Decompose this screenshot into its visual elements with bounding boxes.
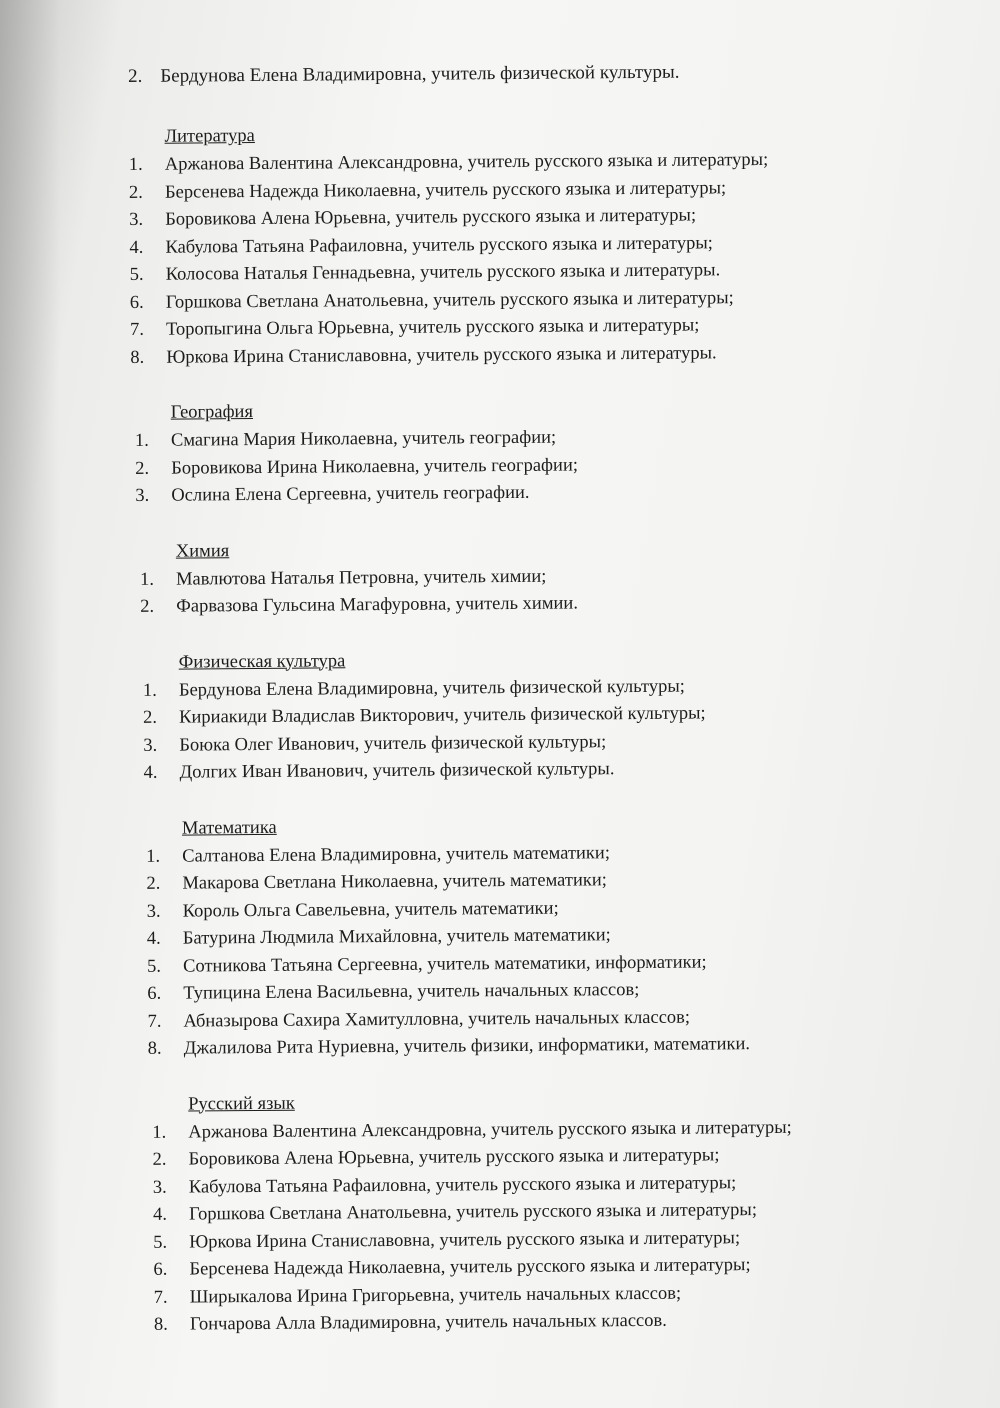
section — [140, 532, 953, 621]
section-list — [152, 1113, 958, 1339]
list-item-number: 1. — [146, 846, 161, 867]
list-item-number: 2. — [140, 596, 155, 617]
list-item-number: 1. — [128, 154, 143, 175]
section — [152, 1085, 958, 1339]
section — [146, 809, 956, 1063]
list-item — [148, 1030, 956, 1064]
list-item-text: Гончарова Алла Владимировна, учитель начальных классов. — [189, 1310, 667, 1335]
sections-container — [128, 118, 958, 1340]
list-item-number: 6. — [153, 1259, 168, 1280]
list-item — [140, 588, 952, 622]
list-item-text: Джалилова Рита Нуриевна, учитель физики, информатики, математики. — [183, 1034, 751, 1059]
list-item-text: Фарвазова Гульсина Магафуровна, учитель химии. — [176, 593, 579, 617]
list-item-text: Горшкова Светлана Анатольевна, учитель русского языка и литературы; — [188, 1200, 758, 1225]
section-list — [146, 837, 956, 1063]
list-item-text: Кабулова Татьяна Рафаиловна, учитель русского языка и литературы; — [188, 1172, 737, 1198]
section — [128, 118, 950, 372]
list-item-text: Колосова Наталья Геннадьевна, учитель русского языка и литературы. — [165, 260, 721, 285]
section — [135, 394, 952, 511]
section-title: Русский язык — [188, 1093, 295, 1115]
list-item-number: 6. — [129, 292, 144, 313]
list-item-text: Юркова Ирина Станиславовна, учитель русского языка и литературы; — [189, 1227, 741, 1253]
list-item-number: 1. — [142, 680, 157, 701]
list-item-text: Боровикова Алена Юрьевна, учитель русского языка и литературы; — [188, 1145, 720, 1170]
list-item-text: Кабулова Татьяна Рафаиловна, учитель русского языка и литературы; — [165, 232, 713, 258]
intro-line — [128, 58, 948, 90]
list-item-number: 3. — [143, 735, 158, 756]
list-item-text: Кириакиди Владислав Викторович, учитель физической культуры; — [179, 703, 706, 728]
list-item-text: Смагина Мария Николаевна, учитель географии; — [170, 427, 557, 451]
list-item-number: 5. — [153, 1232, 168, 1253]
section-title: Литература — [164, 126, 255, 147]
list-item-text: Берсенева Надежда Николаевна, учитель русского языка и литературы; — [189, 1255, 751, 1280]
section-title: Математика — [181, 817, 277, 839]
list-item-text: Долгих Иван Иванович, учитель физической культуры. — [179, 759, 615, 783]
list-item-text: Ослина Елена Сергеевна, учитель географии. — [171, 482, 530, 506]
list-item-number: 1. — [139, 569, 155, 590]
list-item-number: 2. — [152, 1149, 167, 1170]
list-item-number: 4. — [152, 1204, 167, 1225]
list-item-text: Макарова Светлана Николаевна, учитель математики; — [182, 870, 607, 894]
list-item-text: Ширыкалова Ирина Григорьевна, учитель начальных классов; — [189, 1283, 682, 1308]
list-item-number: 7. — [147, 1011, 162, 1032]
list-item-number: 3. — [152, 1177, 167, 1198]
list-item-number: 8. — [147, 1038, 162, 1059]
intro-number: 2. — [128, 65, 143, 87]
list-item-text: Боровикова Ирина Николаевна, учитель географии; — [171, 454, 579, 479]
list-item-number: 5. — [147, 956, 162, 977]
list-item-text: Горшкова Светлана Анатольевна, учитель русского языка и литературы; — [165, 287, 734, 313]
list-item — [143, 754, 953, 788]
list-item-text: Батурина Людмила Михайловна, учитель математики; — [182, 925, 611, 949]
list-item-number: 6. — [147, 983, 162, 1004]
list-item-text: Боюка Олег Иванович, учитель физической культуры; — [179, 731, 607, 756]
list-item-text: Король Ольга Савельевна, учитель математики; — [182, 898, 559, 922]
list-item-number: 3. — [135, 485, 150, 506]
section-list — [135, 422, 952, 511]
list-item-number: 8. — [130, 347, 145, 368]
section-title: Химия — [175, 540, 230, 562]
list-item — [154, 1306, 958, 1340]
section-list — [143, 671, 954, 787]
list-item-text: Бердунова Елена Владимировна, учитель физической культуры; — [178, 676, 685, 701]
list-item-text: Аржанова Валентина Александровна, учитель русского языка и литературы; — [188, 1117, 792, 1143]
section-list — [140, 560, 952, 621]
list-item-number: 2. — [143, 707, 158, 728]
list-item-text: Боровикова Алена Юрьевна, учитель русского языка и литературы; — [165, 205, 697, 230]
list-item-number: 5. — [129, 264, 144, 285]
document-content — [128, 58, 958, 1368]
list-item-number: 7. — [153, 1287, 168, 1308]
list-item-text: Салтанова Елена Владимировна, учитель математики; — [182, 842, 611, 867]
list-item-number: 4. — [143, 762, 158, 783]
list-item-text: Абназырова Сахира Хамитулловна, учитель начальных классов; — [183, 1007, 691, 1032]
list-item — [130, 338, 950, 372]
section-title: Физическая культура — [178, 650, 346, 673]
list-item-text: Юркова Ирина Станиславовна, учитель русского языка и литературы. — [166, 342, 717, 368]
list-item-number: 4. — [129, 237, 144, 258]
list-item-text: Берсенева Надежда Николаевна, учитель русского языка и литературы; — [164, 177, 727, 203]
list-item-text: Торопыгина Ольга Юрьевна, учитель русского языка и литературы; — [166, 315, 700, 340]
list-item-number: 1. — [152, 1122, 167, 1143]
list-item-number: 8. — [153, 1314, 168, 1335]
list-item-text: Мавлютова Наталья Петровна, учитель химии; — [175, 566, 547, 590]
list-item-number: 3. — [129, 209, 144, 230]
list-item-number: 2. — [128, 182, 143, 203]
list-item-number: 1. — [134, 430, 149, 451]
section-title: География — [170, 402, 254, 423]
list-item-text: Сотникова Татьяна Сергеевна, учитель математики, информатики; — [183, 951, 707, 977]
page-shadow — [0, 0, 60, 1408]
list-item — [135, 477, 951, 511]
list-item-number: 3. — [146, 901, 161, 922]
section — [143, 643, 954, 787]
list-item-number: 2. — [135, 458, 150, 479]
list-item-number: 4. — [146, 928, 161, 949]
section-list — [129, 146, 951, 372]
list-item-text: Аржанова Валентина Александровна, учитель русского языка и литературы; — [164, 149, 769, 175]
list-item-number: 2. — [146, 873, 161, 894]
list-item-number: 7. — [130, 319, 145, 340]
list-item-text: Тупицина Елена Васильевна, учитель начальных классов; — [183, 980, 640, 1004]
intro-text: Бердунова Елена Владимировна, учитель физической культуры. — [160, 61, 680, 87]
